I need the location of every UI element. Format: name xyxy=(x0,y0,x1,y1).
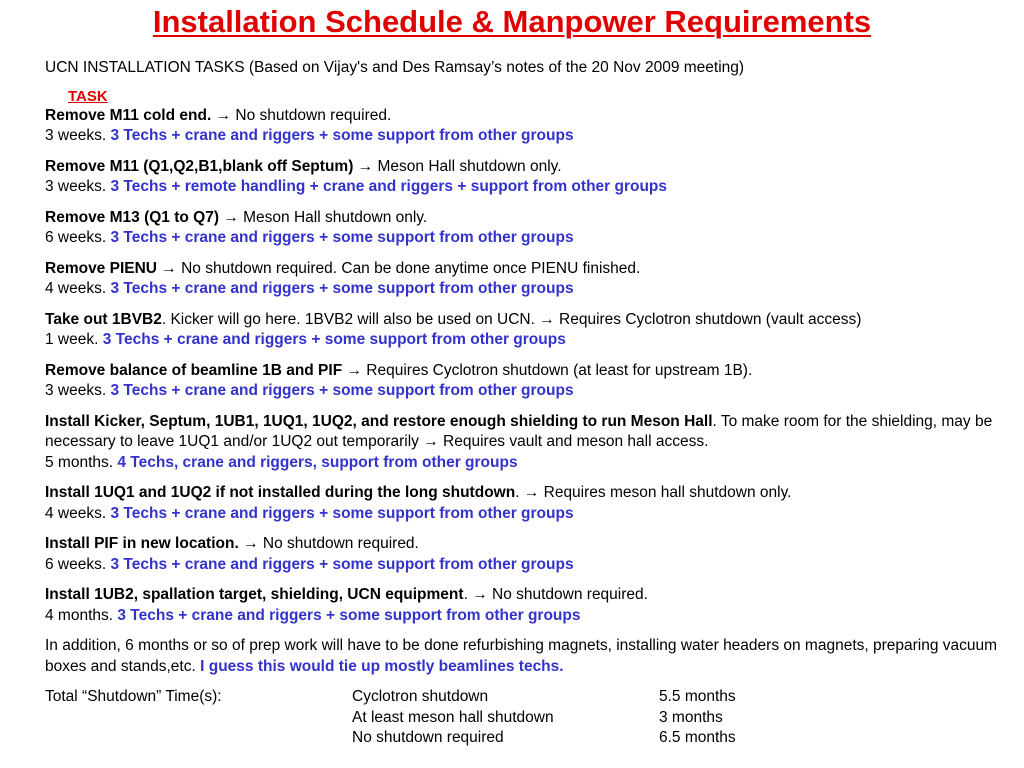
task-duration-line xyxy=(45,504,1005,525)
totals-type: At least meson hall shutdown xyxy=(352,708,554,726)
task-manpower: 3 Techs + crane and riggers + some support from other groups xyxy=(110,382,574,399)
task-item xyxy=(45,534,1005,575)
totals-type: No shutdown required xyxy=(352,729,504,746)
additional-text: In addition, 6 months or so of prep work will have to be done refurbishing magnets, installing water headers on magnets, preparing vacuum boxes and stands,etc. xyxy=(45,637,998,675)
task-requirement: Requires Cyclotron shutdown (at least for upstream 1B). xyxy=(366,361,753,379)
task-item xyxy=(45,157,1005,198)
task-manpower: 4 Techs, crane and riggers, support from other groups xyxy=(117,453,518,471)
task-duration-line xyxy=(45,330,1005,351)
task-line xyxy=(45,157,1005,178)
task-duration: 4 weeks. xyxy=(45,280,111,297)
arrow-icon: → xyxy=(539,310,555,328)
additional-note xyxy=(45,636,1005,677)
task-name: Remove PIENU xyxy=(45,259,157,277)
task-item xyxy=(45,106,1005,147)
task-duration: 3 weeks. xyxy=(45,382,111,399)
task-duration-line xyxy=(45,606,1005,627)
arrow-icon: → xyxy=(161,259,177,277)
task-item xyxy=(45,412,1005,474)
task-name: Install Kicker, Septum, 1UB1, 1UQ1, 1UQ2, and restore enough shielding to run Meson Hall xyxy=(45,412,713,430)
task-line xyxy=(45,310,1005,331)
task-line xyxy=(45,106,1005,127)
task-requirement: Requires meson hall shutdown only. xyxy=(543,484,792,501)
task-item xyxy=(45,259,1005,300)
arrow-icon: → xyxy=(215,106,232,124)
task-duration: 4 months. xyxy=(45,606,118,624)
task-manpower: 3 Techs + crane and riggers + some support from other groups xyxy=(110,555,574,573)
totals-label: Total “Shutdown” Time(s): xyxy=(45,688,222,705)
task-duration: 1 week. xyxy=(45,331,103,348)
arrow-icon: → xyxy=(243,535,259,552)
task-duration-line xyxy=(45,555,1005,576)
arrow-icon: → xyxy=(346,361,362,379)
task-duration: 3 weeks. xyxy=(45,127,111,144)
task-duration: 5 months. xyxy=(45,453,118,471)
task-duration: 3 weeks. xyxy=(45,178,111,195)
task-name: Remove M11 (Q1,Q2,B1,blank off Septum) xyxy=(45,157,354,175)
task-name: Take out 1BVB2 xyxy=(45,310,162,328)
task-requirement: No shutdown required. xyxy=(492,586,648,603)
totals-time: 3 months xyxy=(659,708,723,726)
additional-highlight: I guess this would tie up mostly beamlines techs. xyxy=(200,657,564,675)
task-line xyxy=(45,412,1005,453)
task-manpower: 3 Techs + crane and riggers + some support from other groups xyxy=(117,606,581,624)
totals-type: Cyclotron shutdown xyxy=(352,688,489,705)
task-duration-line xyxy=(45,453,1005,474)
task-note: . xyxy=(515,484,524,501)
task-requirement: No shutdown required. xyxy=(235,106,392,124)
task-duration-line xyxy=(45,381,1005,402)
task-manpower: 3 Techs + crane and riggers + some support from other groups xyxy=(102,331,566,348)
task-manpower: 3 Techs + remote handling + crane and riggers + support from other groups xyxy=(110,178,668,195)
task-line xyxy=(45,361,1005,382)
slide-content xyxy=(45,58,1005,749)
task-duration: 4 weeks. xyxy=(45,504,111,522)
task-list xyxy=(45,106,1005,627)
task-duration-line xyxy=(45,279,1005,300)
totals-time: 6.5 months xyxy=(659,729,736,746)
task-item xyxy=(45,483,1005,524)
task-note: . To make room for the shielding, may be necessary to leave 1UQ1 and/or 1UQ2 out temporarily xyxy=(45,412,993,450)
task-duration-line xyxy=(45,177,1005,198)
task-line xyxy=(45,534,1005,555)
subtitle: UCN INSTALLATION TASKS (Based on Vijay's and Des Ramsay’s notes of the 20 Nov 2009 meeting) xyxy=(45,59,745,76)
task-name: Install PIF in new location. xyxy=(45,535,239,552)
task-requirement: Requires Cyclotron shutdown (vault access) xyxy=(559,310,862,328)
arrow-icon: → xyxy=(523,484,540,501)
task-line xyxy=(45,259,1005,280)
task-manpower: 3 Techs + crane and riggers + some support from other groups xyxy=(110,229,574,246)
task-manpower: 3 Techs + crane and riggers + some support from other groups xyxy=(110,280,574,297)
task-requirement: No shutdown required. xyxy=(262,535,419,552)
slide-title: Installation Schedule & Manpower Requirements xyxy=(152,4,872,39)
task-note: . Kicker will go here. 1BVB2 will also be used on UCN. xyxy=(161,310,540,328)
totals-time: 5.5 months xyxy=(659,688,736,705)
task-item xyxy=(45,208,1005,249)
task-name: Install 1UQ1 and 1UQ2 if not installed during the long shutdown xyxy=(45,484,516,501)
task-duration-line xyxy=(45,126,1005,147)
arrow-icon: → xyxy=(357,157,374,175)
task-name: Install 1UB2, spallation target, shielding, UCN equipment xyxy=(45,586,464,603)
task-item xyxy=(45,361,1005,402)
task-name: Remove balance of beamline 1B and PIF xyxy=(45,361,343,379)
task-item xyxy=(45,585,1005,626)
task-requirement: No shutdown required. Can be done anytime once PIENU finished. xyxy=(181,259,641,277)
task-header: TASK xyxy=(68,87,108,105)
arrow-icon: → xyxy=(223,208,239,226)
arrow-icon: → xyxy=(472,586,488,603)
task-line xyxy=(45,208,1005,229)
task-duration: 6 weeks. xyxy=(45,555,111,573)
task-line xyxy=(45,483,1005,504)
totals-table xyxy=(45,687,1005,749)
task-manpower: 3 Techs + crane and riggers + some support from other groups xyxy=(110,504,574,522)
task-requirement: Meson Hall shutdown only. xyxy=(243,208,428,226)
task-name: Remove M11 cold end. xyxy=(45,106,212,124)
task-note: . xyxy=(463,586,473,603)
task-name: Remove M13 (Q1 to Q7) xyxy=(45,208,219,226)
task-duration-line xyxy=(45,228,1005,249)
task-item xyxy=(45,310,1005,351)
task-duration: 6 weeks. xyxy=(45,229,111,246)
task-manpower: 3 Techs + crane and riggers + some support from other groups xyxy=(110,127,574,144)
task-line xyxy=(45,585,1005,606)
arrow-icon: → xyxy=(423,433,439,450)
task-requirement: Requires vault and meson hall access. xyxy=(443,433,709,450)
task-requirement: Meson Hall shutdown only. xyxy=(377,157,562,175)
